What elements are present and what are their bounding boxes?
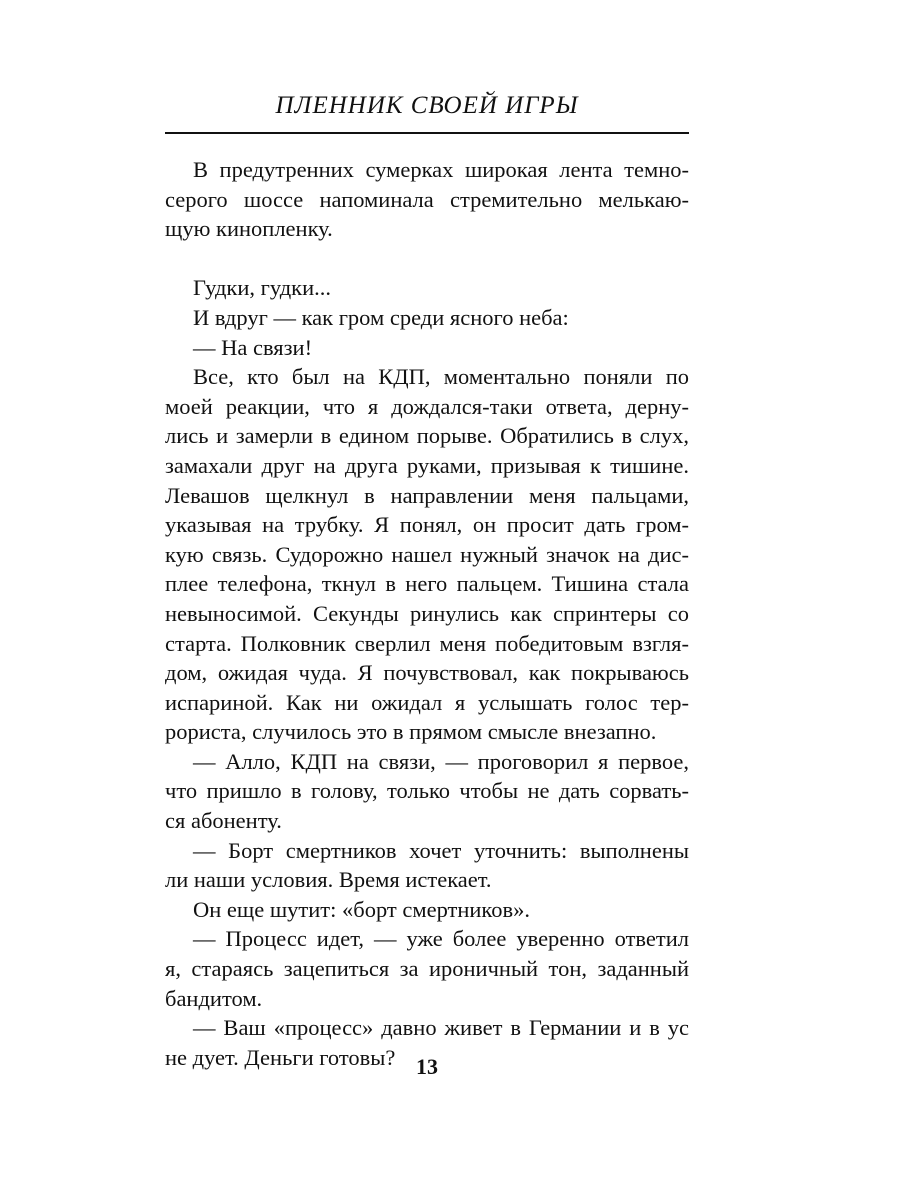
paragraph [165,747,689,836]
text-line: ли наши условия. Время истекает. [165,867,492,893]
text-line: дом, ожидая чуда. Я почувствовал, как покрываюсь [165,660,689,686]
text-line: что пришло в голову, только чтобы не дать сорвать- [165,778,689,804]
running-head: ПЛЕННИК СВОЕЙ ИГРЫ [275,92,579,119]
text-line: Все, кто был на КДП, моментально поняли по [193,364,689,390]
body-text [165,155,689,1072]
text-line: Гудки, гудки... [193,275,332,301]
text-line: И вдруг — как гром среди ясного неба: [193,304,569,330]
text-line: замахали друг на друга руками, призывая к тишине. [165,452,689,478]
text-line: старта. Полковник сверлил меня победитовым взгля- [165,630,689,656]
text-line: плее телефона, ткнул в него пальцем. Тишина стала [165,571,689,597]
text-line: не дует. Деньги готовы? [165,1044,396,1070]
page-number: 13 [416,1054,438,1079]
text-line: бандитом. [165,985,263,1011]
text-line: — На связи! [193,334,313,360]
text-line: ся абоненту. [165,808,282,834]
paragraph-gap [165,244,689,274]
paragraph [165,836,689,895]
text-line: испариной. Как ни ожидал я услышать голос тер- [165,689,689,715]
text-line: рориста, случилось это в прямом смысле внезапно. [165,719,657,745]
header-rule [165,132,689,134]
text-line: — Алло, КДП на связи, — проговорил я первое, [193,748,689,774]
paragraph [165,895,689,925]
text-line: Он еще шутит: «борт смертников». [193,896,530,922]
paragraph [165,362,689,747]
text-line: невыносимой. Секунды ринулись как спринтеры со [165,600,689,626]
paragraph [165,333,689,363]
text-line: кую связь. Судорожно нашел нужный значок на дис- [165,541,689,567]
text-line: Левашов щелкнул в направлении меня пальцами, [165,482,689,508]
text-line: лись и замерли в едином порыве. Обратились в слух, [165,423,689,449]
text-line: серого шоссе напоминала стремительно мелькаю- [165,186,689,212]
paragraph [165,273,689,303]
paragraph [165,924,689,1013]
text-line: — Процесс идет, — уже более уверенно ответил [193,926,689,952]
text-line: щую кинопленку. [165,216,333,242]
text-line: указывая на трубку. Я понял, он просит дать гром- [165,512,689,538]
text-line: моей реакции, что я дождался-таки ответа, дерну- [165,393,689,419]
paragraph [165,303,689,333]
text-line: — Борт смертников хочет уточнить: выполнены [193,837,689,863]
text-line: В предутренних сумерках широкая лента темно- [193,157,689,182]
paragraph [165,155,689,244]
text-line: — Ваш «процесс» давно живет в Германии и в ус [193,1015,689,1041]
text-line: я, стараясь зацепиться за ироничный тон, заданный [165,956,689,982]
